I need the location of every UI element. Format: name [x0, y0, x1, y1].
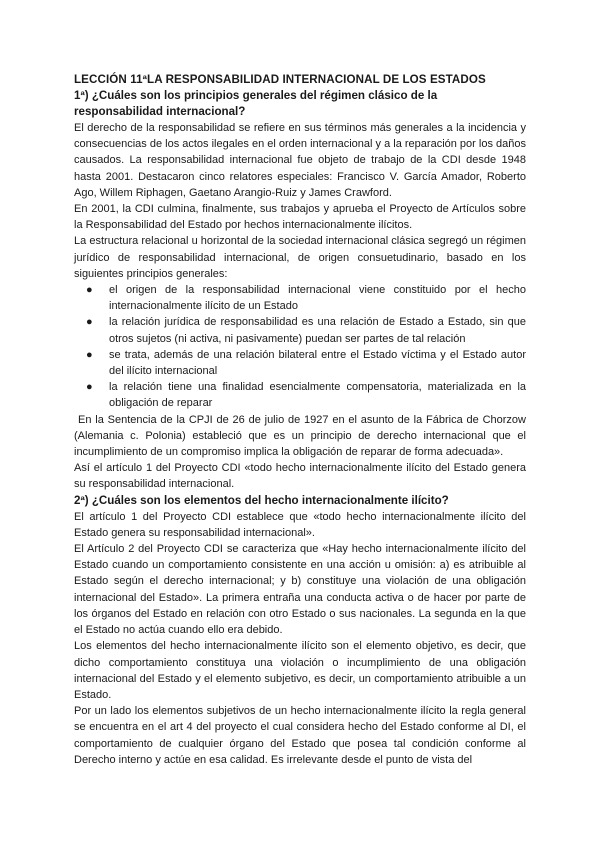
paragraph-3: La estructura relacional u horizontal de la sociedad internacional clásica segregó un régimen jurídico de responsabilidad internacional, de origen consuetudinario, basado en los siguientes principios generales: [74, 235, 526, 280]
paragraph-8: Los elementos del hecho internacionalmente ilícito son el elemento objetivo, es decir, que dicho comportamiento constituya una violación o incumplimiento de una obligación internacional del Estado y el elemento subjetivo, es decir, un comportamiento atribuible a un Estado. [74, 640, 526, 701]
paragraph-2: En 2001, la CDI culmina, finalmente, sus trabajos y aprueba el Proyecto de Artículos sobre la Responsabilidad del Estado por hechos internacionalmente ilícitos. [74, 203, 526, 232]
principles-list [74, 282, 526, 412]
bullet-icon: ● [86, 316, 93, 329]
question-1-heading: 1ª) ¿Cuáles son los principios generales del régimen clásico de la responsabilidad internacional? [74, 89, 438, 118]
paragraph-9: Por un lado los elementos subjetivos de un hecho internacionalmente ilícito la regla general se encuentra en el art 4 del proyecto el cual considera hecho del Estado conforme al DI, el comportamiento de cualquier órgano del Estado que posea tal condición conforme al Derecho interno y actúe en esa calidad. Es irrelevante desde el punto de vista del [74, 705, 526, 766]
bullet-icon: ● [86, 348, 93, 361]
list-item: ● se trata, además de una relación bilateral entre el Estado víctima y el Estado autor del ilícito internacional [86, 348, 526, 378]
paragraph-1: El derecho de la responsabilidad se refiere en sus términos más generales a la incidencia y consecuencias de los actos ilegales en el orden internacional y a la reparación por los daños causados. La responsabilidad internacional fue objeto de trabajo de la CDI desde 1948 hasta 2001. Destacaron cinco relatores especiales: Francisco V. García Amador, Roberto Ago, Willem Riphagen, Gaetano Arangio-Ruiz y James Crawford. [74, 122, 526, 199]
paragraph-5: Así el artículo 1 del Proyecto CDI «todo hecho internacionalmente ilícito del Estado genera su responsabilidad internacional. [74, 462, 526, 491]
paragraph-6: El artículo 1 del Proyecto CDI establece que «todo hecho internacionalmente ilícito del Estado genera su responsabilidad internacional». [74, 510, 526, 539]
question-2-heading: 2ª) ¿Cuáles son los elementos del hecho internacionalmente ilícito? [74, 493, 449, 507]
list-item: ● la relación jurídica de responsabilidad es una relación de Estado a Estado, sin que otros sujetos (ni activa, ni pasivamente) puedan ser partes de tal relación [86, 316, 526, 345]
list-item: ● el origen de la responsabilidad internacional viene constituido por el hecho internacionalmente ilícito de un Estado [86, 284, 526, 313]
list-item: ● la relación tiene una finalidad esencialmente compensatoria, materializada en la obligación de reparar [86, 381, 526, 410]
paragraph-4: En la Sentencia de la CPJI de 26 de julio de 1927 en el asunto de la Fábrica de Chorzow (Alemania c. Polonia) estableció que es un principio de derecho internacional que el incumplimiento de un compromiso implica la obligación de reparar de forma adecuada». [74, 413, 526, 459]
lesson-title: LECCIÓN 11ªLA RESPONSABILIDAD INTERNACIONAL DE LOS ESTADOS [74, 73, 486, 86]
bullet-icon: ● [86, 284, 93, 297]
paragraph-7: El Artículo 2 del Proyecto CDI se caracteriza que «Hay hecho internacionalmente ilícito del Estado cuando un comportamiento consistente en una acción u omisión: a) es atribuible al Estado según el derecho internacional; y b) constituye una violación de una obligación internacional del Estado». La primera entraña una conducta activa o de hacer por parte de los órganos del Estado en relación con otro Estado o sus nacionales. La segunda en la que el Estado no actúa cuando ello era debido. [74, 543, 526, 637]
bullet-icon: ● [86, 381, 93, 394]
